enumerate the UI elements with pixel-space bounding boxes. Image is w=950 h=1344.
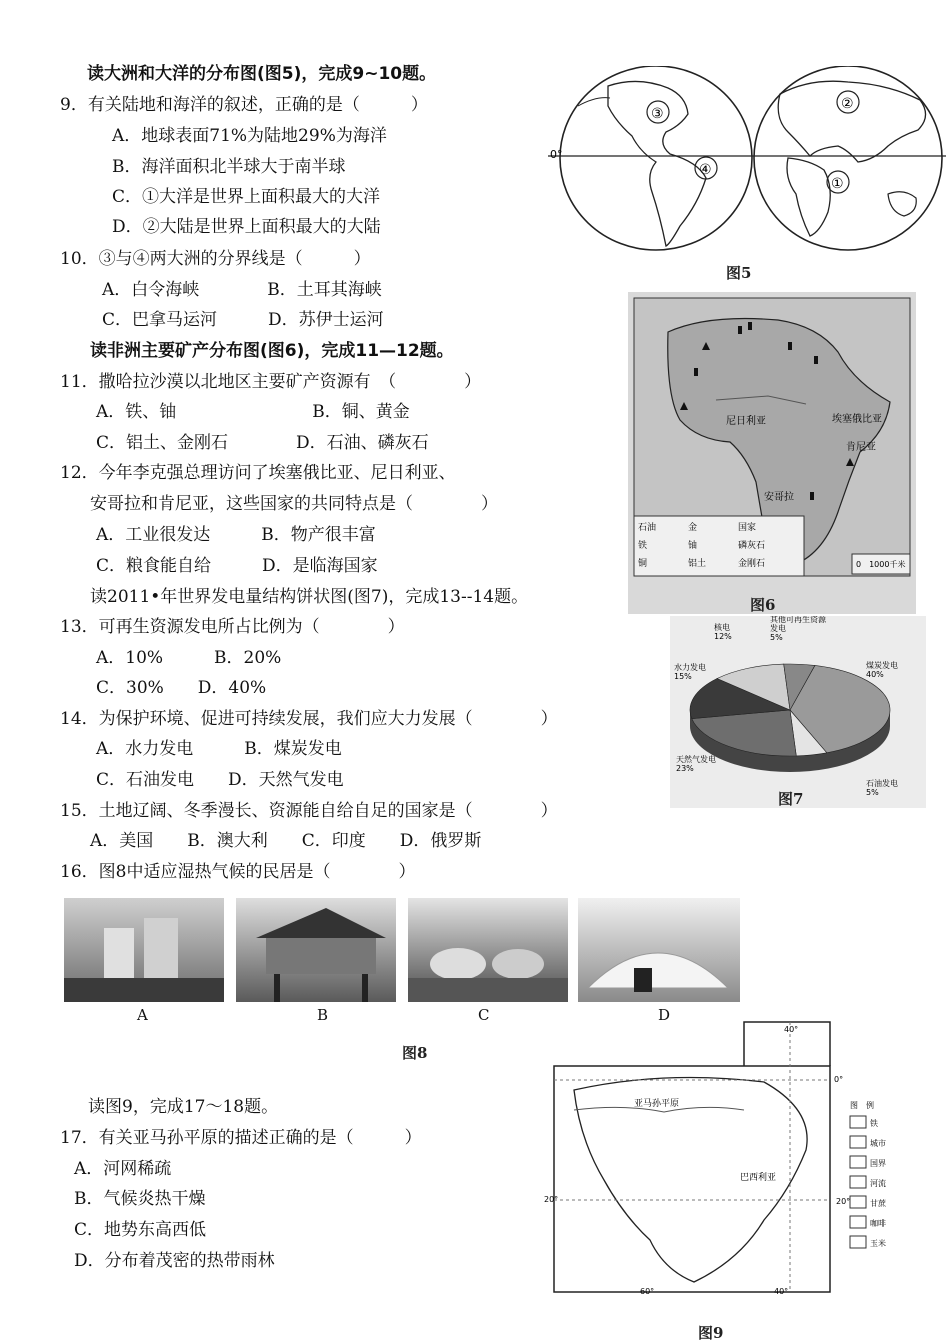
q13-options-cd: C．30% D．40% (96, 678, 267, 698)
continent-label-2: ② (841, 96, 854, 112)
q11-options-ab: A．铁、铀 B．铜、黄金 (96, 402, 410, 422)
intro-fig7: 读2011•年世界发电量结构饼状图(图7)，完成13--14题。 (90, 587, 529, 607)
figure-5-caption: 图5 (726, 264, 752, 282)
equator-label: 0° (550, 148, 563, 161)
legend-iron-br: 铁 (870, 1119, 878, 1128)
figure-8-photo-d (578, 898, 740, 1002)
map-label-amazon: 亚马孙平原 (634, 1099, 680, 1109)
pie-label-2: 天然气发电 23% (676, 755, 716, 773)
degree-label-bottom-right: 40° (774, 1287, 789, 1296)
figure-8-label-c: C (478, 1006, 490, 1024)
pie-label-4: 核电 12% (714, 623, 732, 641)
question-16: 16．图8中适应湿热气候的民居是（ ） (60, 862, 416, 882)
continent-label-4: ④ (699, 162, 712, 178)
figure-5-hemispheres (548, 66, 946, 262)
q12-options-cd: C．粮食能自给 D．是临海国家 (96, 556, 378, 576)
q9-option-a: A．地球表面71%为陆地29%为海洋 (112, 126, 387, 146)
legend-coffee: 咖啡 (870, 1219, 886, 1228)
map-label-kenya: 肯尼亚 (846, 442, 876, 453)
legend-copper: 铜 (638, 559, 648, 569)
degree-label-equator: 0° (834, 1075, 844, 1084)
q14-options-cd: C．石油发电 D．天然气发电 (96, 770, 344, 790)
q17-option-d: D．分布着茂密的热带雨林 (74, 1251, 275, 1271)
degree-label-left: 20° (544, 1195, 559, 1204)
legend-oil: 石油 (638, 523, 657, 533)
legend-iron: 铁 (638, 541, 648, 551)
figure-8-photo-c (408, 898, 568, 1002)
q14-options-ab: A．水力发电 B．煤炭发电 (96, 739, 342, 759)
legend-sugarcane: 甘蔗 (870, 1199, 886, 1208)
question-9: 9．有关陆地和海洋的叙述，正确的是（ ） (60, 95, 428, 115)
figure-8-label-b: B (317, 1006, 329, 1024)
pie-label-1: 石油发电 5% (866, 779, 898, 797)
figure-9-brazil-map (544, 1020, 890, 1296)
degree-label-right: 20° (836, 1197, 851, 1206)
question-13: 13．可再生资源发电所占比例为（ ） (60, 617, 405, 637)
figure-8-caption: 图8 (402, 1044, 428, 1062)
legend-diamond: 金刚石 (738, 559, 766, 569)
pie-label-3: 水力发电 15% (674, 663, 706, 681)
figure-6-africa-minerals-map (628, 292, 916, 614)
legend-gold: 金 (688, 523, 698, 533)
map-label-brasilia: 巴西利亚 (740, 1173, 777, 1183)
question-17: 17．有关亚马孙平原的描述正确的是（ ） (60, 1128, 422, 1148)
question-12: 12．今年李克强总理访问了埃塞俄比亚、尼日利亚、 (60, 463, 456, 483)
q17-option-b: B．气候炎热干燥 (74, 1189, 206, 1209)
intro-fig9: 读图9，完成17～18题。 (88, 1097, 279, 1117)
figure-8-label-d: D (658, 1006, 671, 1024)
legend-title: 图 例 (850, 1101, 874, 1110)
legend-river: 河流 (870, 1179, 886, 1188)
legend-corn: 玉米 (870, 1239, 886, 1248)
map-label-ethiopia: 埃塞俄比亚 (832, 414, 882, 425)
figure-9-caption: 图9 (698, 1324, 724, 1342)
ocean-label-1: ① (831, 176, 844, 192)
degree-label-top: 40° (784, 1025, 799, 1034)
q11-options-cd: C．铝土、金刚石 D．石油、磷灰石 (96, 433, 429, 453)
figure-8-photo-b (236, 898, 396, 1002)
legend-bauxite: 铝土 (688, 559, 707, 569)
q12-options-ab: A．工业很发达 B．物产很丰富 (96, 525, 376, 545)
legend-border: 国界 (870, 1159, 886, 1168)
figure-7-caption: 图7 (778, 790, 804, 808)
question-15: 15．土地辽阔、冬季漫长、资源能自给自足的国家是（ ） (60, 801, 558, 821)
q10-options-ab: A．白令海峡 B．土耳其海峡 (102, 280, 382, 300)
ocean-label-3: ③ (651, 106, 664, 122)
q17-option-c: C．地势东高西低 (74, 1220, 207, 1240)
question-10: 10．③与④两大洲的分界线是（ ） (60, 249, 371, 269)
legend-country: 国家 (738, 523, 757, 533)
q15-options: A．美国 B．澳大利 C．印度 D．俄罗斯 (90, 831, 482, 851)
q9-option-b: B．海洋面积北半球大于南半球 (112, 157, 346, 177)
map-scale: 0 1000千米 (856, 560, 906, 569)
figure-7-power-pie-chart (670, 616, 926, 808)
question-12-cont: 安哥拉和肯尼亚，这些国家的共同特点是（ ） (90, 494, 498, 514)
legend-uranium: 铀 (688, 541, 698, 551)
question-11: 11．撒哈拉沙漠以北地区主要矿产资源有 （ ） (60, 372, 482, 392)
legend-city: 城市 (870, 1139, 886, 1148)
figure-8-photo-a (64, 898, 224, 1002)
q13-options-ab: A．10% B．20% (96, 648, 282, 668)
intro-fig5: 读大洲和大洋的分布图(图5)，完成9~10题。 (87, 64, 437, 84)
pie-label-5: 其他可再生资源发电 5% (770, 616, 826, 642)
intro-fig6: 读非洲主要矿产分布图(图6)，完成11—12题。 (90, 341, 454, 361)
q9-option-d: D．②大陆是世界上面积最大的大陆 (112, 217, 381, 237)
figure-8-label-a: A (137, 1006, 148, 1024)
map-label-nigeria: 尼日利亚 (726, 416, 766, 427)
question-14: 14．为保护环境、促进可持续发展，我们应大力发展（ ） (60, 709, 558, 729)
pie-label-0: 煤炭发电 40% (866, 661, 898, 679)
q9-option-c: C．①大洋是世界上面积最大的大洋 (112, 187, 381, 207)
q10-options-cd: C．巴拿马运河 D．苏伊士运河 (102, 310, 384, 330)
legend-phosphate: 磷灰石 (738, 541, 766, 551)
figure-6-caption: 图6 (750, 596, 776, 614)
degree-label-bottom-left: 60° (640, 1287, 655, 1296)
q17-option-a: A．河网稀疏 (74, 1159, 172, 1179)
map-label-angola: 安哥拉 (764, 492, 794, 503)
